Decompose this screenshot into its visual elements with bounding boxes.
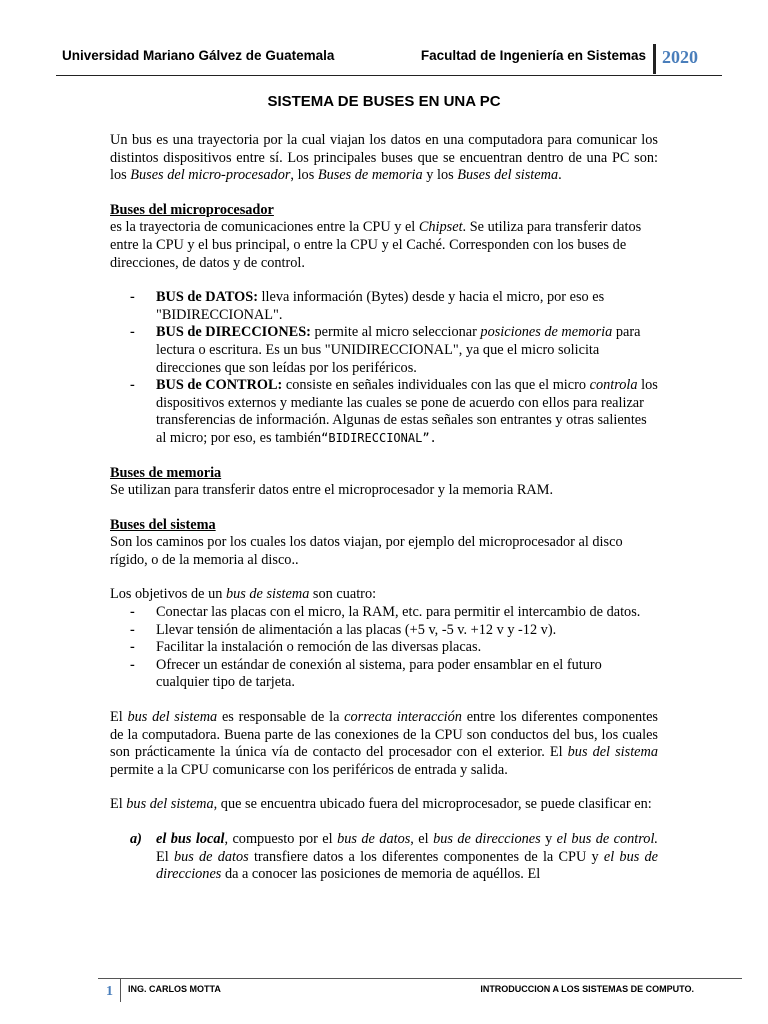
footer-author: ING. CARLOS MOTTA	[128, 984, 221, 994]
list-item: - Llevar tensión de alimentación a las placas (+5 v, -5 v. +12 v y -12 v).	[130, 621, 557, 638]
clasificacion-paragraph: El bus del sistema, que se encuentra ubicado fuera del microprocesador, se puede clasificar en:	[110, 796, 652, 813]
footer-divider	[120, 978, 121, 1002]
document-title: SISTEMA DE BUSES EN UNA PC	[267, 93, 501, 110]
header-rule	[56, 75, 722, 76]
section-heading-micro: Buses del microprocesador	[110, 201, 274, 218]
header-year: 2020	[662, 47, 698, 67]
list-item: - Conectar las placas con el micro, la RAM, etc. para permitir el intercambio de datos.	[130, 604, 641, 621]
footer-course: INTRODUCCION A LOS SISTEMAS DE COMPUTO.	[480, 984, 694, 994]
micro-paragraph: es la trayectoria de comunicaciones entre la CPU y el Chipset. Se utiliza para transferir datos entre la CPU y el bus principal, o entre la CPU y el Caché. Corresponden con los buses de direcciones, de datos y de control.	[110, 219, 642, 271]
faculty-name: Facultad de Ingeniería en Sistemas	[420, 48, 646, 63]
memoria-paragraph: Se utilizan para transferir datos entre el microprocesador y la memoria RAM.	[110, 482, 554, 499]
objetivos-list	[110, 604, 658, 692]
header-divider	[653, 44, 656, 74]
micro-bus-list	[110, 289, 658, 447]
bus-local-item: a) el bus local, compuesto por el bus de datos, el bus de direcciones y el bus de control. El bus de datos transfiere datos a los diferentes componentes de la CPU y el bus de direcciones da a conocer las posiciones de memoria de aquéllos. El	[130, 831, 659, 883]
institution-name: Universidad Mariano Gálvez de Guatemala	[62, 48, 335, 63]
page-footer	[0, 978, 768, 1008]
document-body	[110, 132, 658, 884]
bus-sistema-paragraph: El bus del sistema es responsable de la correcta interacción entre los diferentes componentes de la computadora. Buena parte de las conexiones de la CPU son conductos del bus, los cuales son prácticamente la única vía de contacto del procesador con el exterior. El bus del sistema permite a la CPU comunicarse con los periféricos de entrada y salida.	[110, 709, 658, 778]
section-heading-memoria: Buses de memoria	[110, 464, 222, 481]
page-header	[0, 44, 768, 80]
section-heading-sistema: Buses del sistema	[110, 516, 216, 533]
list-item: - Ofrecer un estándar de conexión al sistema, para poder ensamblar en el futuro cualquier tipo de tarjeta.	[130, 656, 602, 691]
page-number: 1	[106, 984, 113, 999]
list-item: - Facilitar la instalación o remoción de las diversas placas.	[130, 639, 482, 656]
objetivos-intro: Los objetivos de un bus de sistema son cuatro:	[110, 586, 377, 603]
list-item: - BUS de CONTROL: consiste en señales individuales con las que el micro controla los dispositivos externos y mediante las cuales se pone de acuerdo con ellos para realizar transferencias de información. Algunas de estas señales son entrantes y otras salientes al micro; por eso, es también“BIDIRECCIONAL”.	[130, 377, 658, 446]
intro-paragraph: Un bus es una trayectoria por la cual viajan los datos en una computadora para comunicar los distintos dispositivos entre sí. Los principales buses que se encuentran dentro de una PC son: los Buses del micro-procesador, los Buses de memoria y los Buses del sistema.	[110, 132, 658, 184]
footer-rule	[98, 978, 742, 979]
list-item: - BUS de DATOS: lleva información (Bytes) desde y hacia el micro, por eso es "BIDIRECCIONAL".	[130, 289, 605, 323]
list-item: - BUS de DIRECCIONES: permite al micro seleccionar posiciones de memoria para lectura o escritura. Es un bus "UNIDIRECCIONAL", ya que el micro solicita direcciones que son leídas por los periféricos.	[130, 324, 641, 376]
sistema-paragraph: Son los caminos por los cuales los datos viajan, por ejemplo del microprocesador al disco rígido, o de la memoria al disco..	[110, 534, 623, 568]
